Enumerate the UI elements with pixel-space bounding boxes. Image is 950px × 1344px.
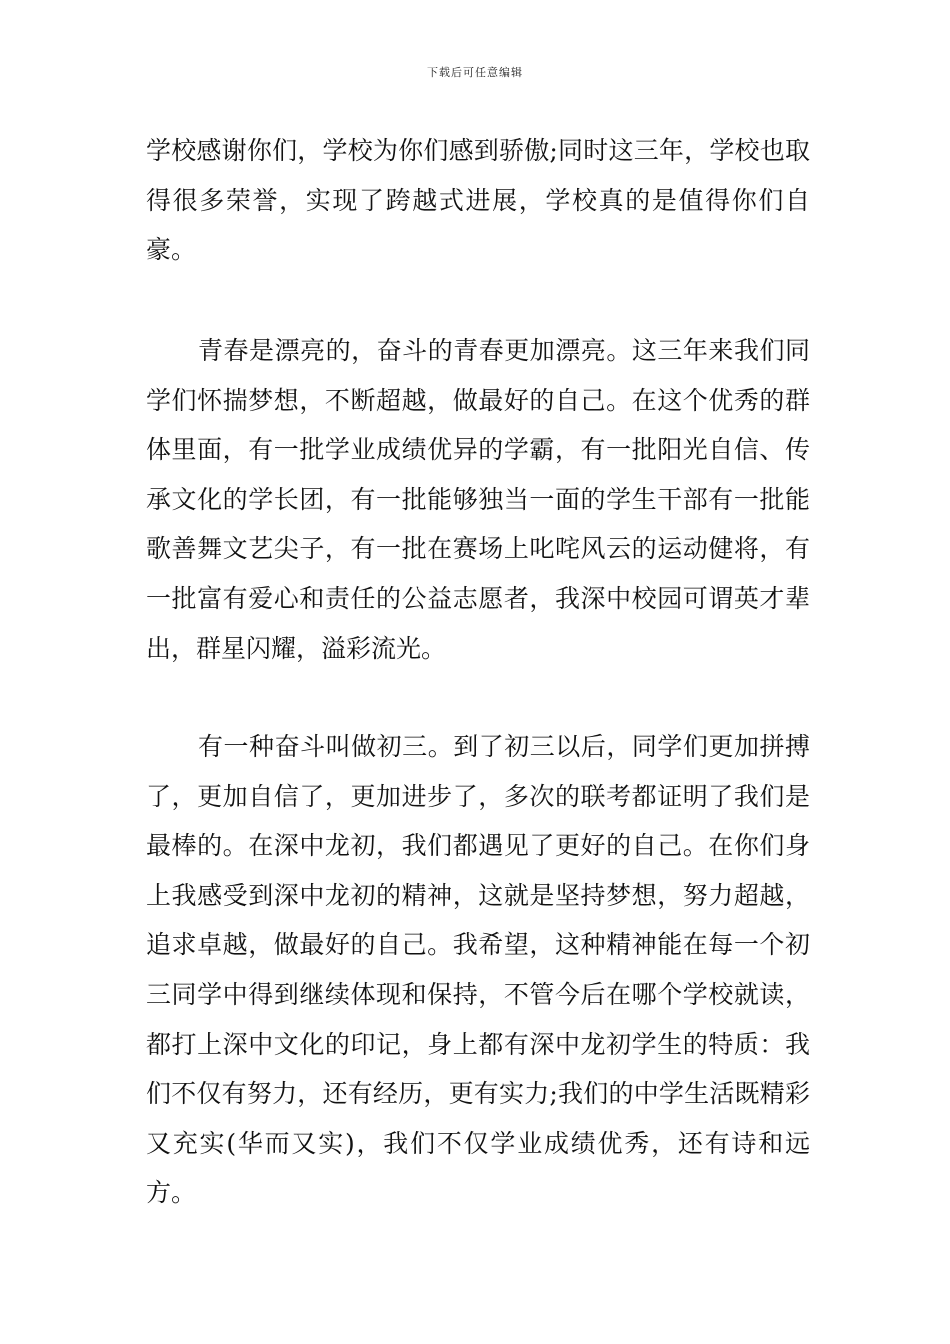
- page-header-note: 下载后可任意编辑: [427, 66, 523, 79]
- paragraph-1: 学校感谢你们，学校为你们感到骄傲;同时这三年，学校也取得很多荣誉，实现了跨越式进展，学校真的是值得你们自豪。: [146, 136, 810, 265]
- paragraph-3: 有一种奋斗叫做初三。到了初三以后，同学们更加拼搏了，更加自信了，更加进步了，多次的联考都证明了我们是最棒的。在深中龙初，我们都遇见了更好的自己。在你们身上我感受到深中龙初的精神，这就是坚持梦想，努力超越，追求卓越，做最好的自己。我希望，这种精神能在每一个初三同学中得到继续体现和保持，不管今后在哪个学校就读，都打上深中文化的印记，身上都有深中龙初学生的特质：我们不仅有努力，还有经历，更有实力;我们的中学生活既精彩又充实(华而又实)，我们不仅学业成绩优秀，还有诗和远方。: [146, 732, 810, 1208]
- paragraph-2: 青春是漂亮的，奋斗的青春更加漂亮。这三年来我们同学们怀揣梦想，不断超越，做最好的自己。在这个优秀的群体里面，有一批学业成绩优异的学霸，有一批阳光自信、传承文化的学长团，有一批能够独当一面的学生干部有一批能歌善舞文艺尖子，有一批在赛场上叱咤风云的运动健将，有一批富有爱心和责任的公益志愿者，我深中校园可谓英才辈出，群星闪耀，溢彩流光。: [146, 336, 810, 663]
